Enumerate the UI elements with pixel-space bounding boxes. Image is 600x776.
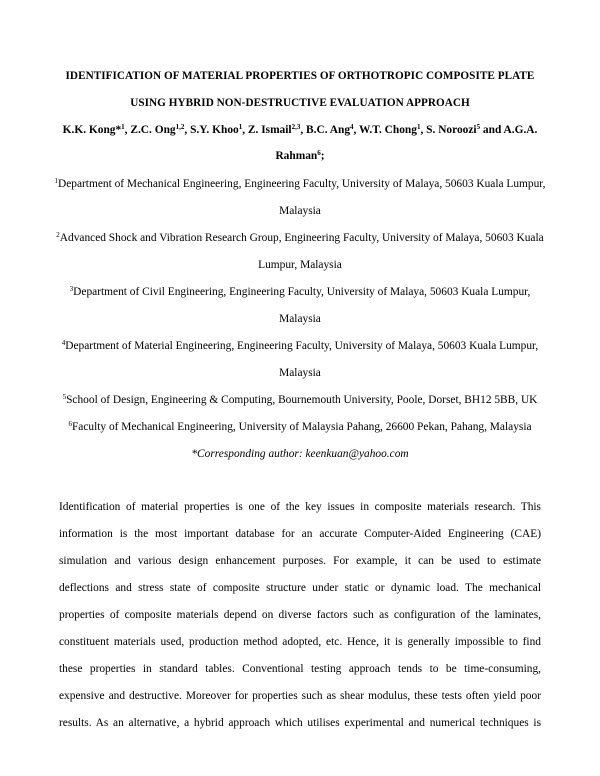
author-name: Rahman: [275, 150, 318, 162]
paper-title-line-1: IDENTIFICATION OF MATERIAL PROPERTIES OF ORTHOTROPIC COMPOSITE PLATE: [65, 70, 535, 82]
author-name: , B.C. Ang: [300, 124, 351, 136]
affiliation-mark: 1: [54, 177, 58, 185]
affiliation-3-continued: Malaysia: [279, 313, 321, 325]
abstract-line: constituent materials used, production method adopted, etc. Hence, it is generally impossible to find: [59, 636, 541, 648]
paper-title-line-2: USING HYBRID NON-DESTRUCTIVE EVALUATION APPROACH: [130, 97, 470, 109]
affiliation-2: [0, 232, 600, 244]
author-name: K.K. Kong*: [62, 124, 122, 136]
abstract-line: Identification of material properties is one of the key issues in composite materials research. This: [59, 501, 541, 513]
affiliation-3: [0, 286, 600, 298]
affiliation-text: Department of Material Engineering, Engineering Faculty, University of Malaya, 50603 Kuala Lumpur,: [65, 340, 539, 352]
affiliation-4: [0, 340, 600, 352]
author-name: and A.G.A.: [480, 124, 538, 136]
abstract-line: expensive and destructive. Moreover for properties such as shear modulus, these tests often yield poor: [59, 690, 541, 702]
affiliation-5: [0, 394, 600, 406]
affiliation-text: Advanced Shock and Vibration Research Group, Engineering Faculty, University of Malaya, 50603 Kuala: [59, 232, 544, 244]
affiliation-6: [0, 421, 600, 433]
abstract-line: simulation and various design enhancement purposes. For example, it can be used to estimate: [59, 555, 541, 567]
affiliation-mark: 3: [69, 285, 74, 293]
author-list: [0, 124, 600, 136]
author-list-continued: [0, 150, 600, 162]
affiliation-4-continued: Malaysia: [279, 367, 321, 379]
author-list-terminator: ;: [320, 150, 325, 162]
author-affiliation-mark: 6: [317, 149, 321, 157]
author-affiliation-mark: 1: [416, 123, 421, 131]
author-name: , S.Y. Khoo: [184, 124, 239, 136]
affiliation-2-continued: Lumpur, Malaysia: [258, 259, 342, 271]
abstract-line: properties of composite materials depend on diverse factors such as configuration of the laminates,: [59, 609, 541, 621]
author-affiliation-mark: 1: [121, 123, 125, 131]
abstract-line: these properties in standard tables. Conventional testing approach tends to be time-consuming,: [59, 663, 541, 675]
abstract-line: information is the most important database for an accurate Computer-Aided Engineering (CAE): [59, 528, 541, 540]
affiliation-text: Faculty of Mechanical Engineering, University of Malaysia Pahang, 26600 Pekan, Pahang, Malaysia: [71, 421, 532, 433]
author-affiliation-mark: 1: [238, 123, 243, 131]
author-name: , Z. Ismail: [242, 124, 292, 136]
author-affiliation-mark: 2,3: [291, 123, 301, 131]
author-name: , Z.C. Ong: [124, 124, 176, 136]
affiliation-mark: 2: [56, 231, 60, 239]
abstract-line: results. As an alternative, a hybrid approach which utilises experimental and numerical techniques is: [59, 717, 541, 729]
corresponding-author: *Corresponding author: keenkuan@yahoo.com: [191, 448, 409, 460]
author-name: , S. Noroozi: [420, 124, 477, 136]
author-affiliation-mark: 4: [350, 123, 354, 131]
affiliation-mark: 5: [62, 393, 67, 401]
affiliation-text: Department of Mechanical Engineering, Engineering Faculty, University of Malaya, 50603 Kuala Lumpur,: [57, 178, 546, 190]
author-affiliation-mark: 1,2: [175, 123, 185, 131]
affiliation-text: Department of Civil Engineering, Engineering Faculty, University of Malaya, 50603 Kuala Lumpur,: [73, 286, 531, 298]
affiliation-mark: 4: [61, 339, 66, 347]
abstract-line: deflections and stress state of composite structure under static or dynamic load. The mechanical: [59, 582, 541, 594]
affiliation-text: School of Design, Engineering & Computing, Bournemouth University, Poole, Dorset, BH12 5BB, UK: [66, 394, 538, 406]
affiliation-1-continued: Malaysia: [279, 205, 321, 217]
affiliation-1: [0, 178, 600, 190]
author-name: , W.T. Chong: [353, 124, 417, 136]
author-affiliation-mark: 5: [476, 123, 481, 131]
affiliation-mark: 6: [68, 420, 72, 428]
